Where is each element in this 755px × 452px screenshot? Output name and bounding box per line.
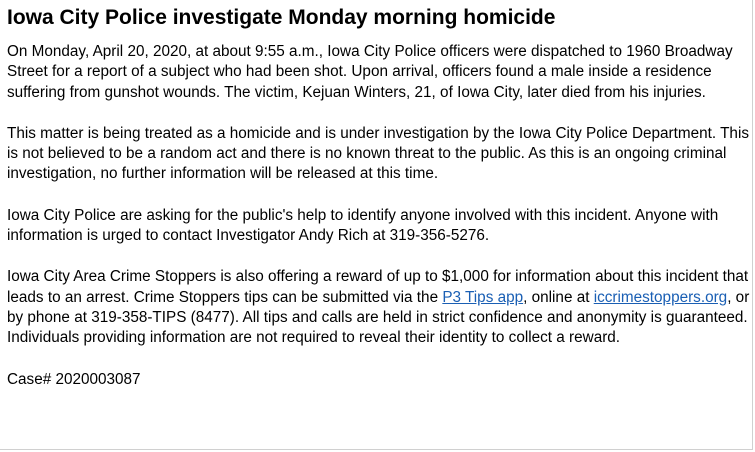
article-body <box>7 4 751 411</box>
paragraph-investigation: This matter is being treated as a homicide and is under investigation by the Iowa City Police Department. This is not believed to be a random act and there is no known threat to the public. As this is an ongoing criminal investigation, no further information will be released at this time. <box>7 124 749 183</box>
crime-stoppers-text-1: Iowa City Area Crime Stoppers is also offering a reward of up to $1,000 for information about this incident that leads to an arrest. Crime Stoppers tips can be submitted via the <box>7 268 749 306</box>
iccrimestoppers-link[interactable]: iccrimestoppers.org <box>593 288 728 306</box>
case-number: Case# 2020003087 <box>7 370 141 388</box>
crime-stoppers-text-2: , online at <box>523 288 594 306</box>
crime-stoppers-text-3: , or by phone at 319-358-TIPS (8477). All tips and calls are held in strict confidence and anonymity is guaranteed. Individuals providing information are not required to reveal their identity to collect a reward. <box>7 288 750 347</box>
paragraph-public-help: Iowa City Police are asking for the public's help to identify anyone involved with this incident. Anyone with information is urged to contact Investigator Andy Rich at 319-356-5276. <box>7 206 719 245</box>
p3-tips-app-link[interactable]: P3 Tips app <box>442 288 524 306</box>
paragraph-crime-stoppers <box>7 267 751 348</box>
paragraph-incident: On Monday, April 20, 2020, at about 9:55 a.m., Iowa City Police officers were dispatched to 1960 Broadway Street for a report of a subject who had been shot. Upon arrival, officers found a male inside a residence suffering from gunshot wounds. The victim, Kejuan Winters, 21, of Iowa City, later died from his injuries. <box>7 43 733 101</box>
article-title: Iowa City Police investigate Monday morning homicide <box>7 6 556 29</box>
